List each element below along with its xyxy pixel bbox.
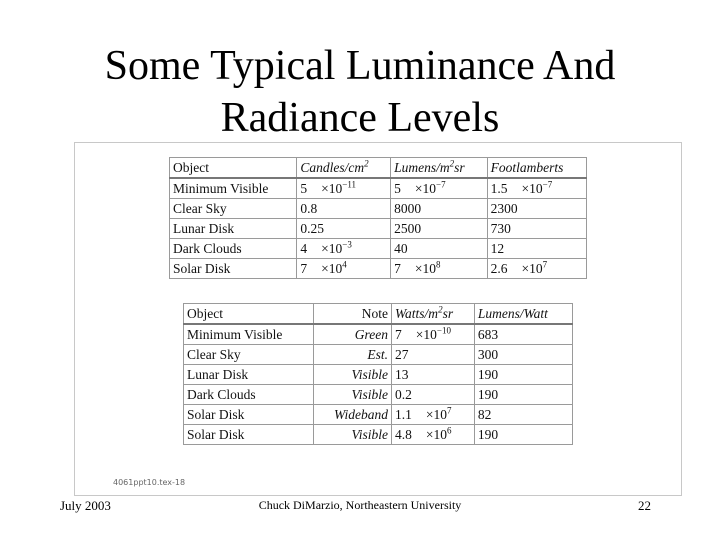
cell-object: Minimum Visible (184, 324, 314, 345)
cell-object: Solar Disk (170, 259, 297, 279)
cell-note: Wideband (314, 405, 392, 425)
value-exponent: −7 (542, 179, 553, 190)
header-candles-exp: 2 (364, 158, 369, 169)
footer-author: Chuck DiMarzio, Northeastern University (258, 498, 462, 512)
table-row (170, 219, 587, 239)
cell-lumens (391, 259, 488, 279)
cell-object: Lunar Disk (184, 365, 314, 385)
value-mantissa: 1.5 (490, 181, 508, 196)
cell-note: Visible (314, 385, 392, 405)
header-object: Object (170, 158, 297, 179)
value-multiplier: ×10 (321, 241, 343, 256)
cell-note: Visible (314, 425, 392, 445)
cell-lumens (391, 239, 488, 259)
header-lumens-per-watt: Lumens/Watt (474, 304, 572, 325)
cell-footlamberts (487, 199, 586, 219)
value-mantissa: 40 (394, 241, 408, 256)
header-lumens-exp: 2 (449, 158, 455, 169)
cell-note: Green (314, 324, 392, 345)
value-mantissa: 0.2 (395, 387, 412, 402)
footer-page-number: 22 (638, 498, 651, 513)
header-lumens (391, 158, 488, 179)
value-multiplier: ×10 (425, 427, 448, 442)
value-exponent: −11 (342, 179, 357, 190)
value-mantissa: 2.6 (490, 261, 508, 276)
table-row (184, 365, 573, 385)
cell-lumens (391, 178, 488, 199)
cell-watts (392, 345, 475, 365)
table-row (170, 178, 587, 199)
cell-lumens (391, 219, 488, 239)
footer-date: July 2003 (60, 498, 111, 513)
table-row (184, 385, 573, 405)
cell-candles (297, 178, 391, 199)
value-mantissa: 12 (490, 241, 505, 256)
luminance-table (169, 157, 587, 279)
value-multiplier: ×10 (521, 261, 543, 276)
header-lumens-sr: sr (454, 160, 465, 175)
table-row (184, 425, 573, 445)
radiance-table (183, 303, 573, 445)
cell-object: Clear Sky (170, 199, 297, 219)
value-multiplier: ×10 (321, 261, 343, 276)
value-mantissa: 1.1 (395, 407, 412, 422)
cell-object: Solar Disk (184, 405, 314, 425)
cell-object: Clear Sky (184, 345, 314, 365)
cell-footlamberts (487, 178, 586, 199)
value-mantissa: 7 (395, 327, 402, 342)
value-mantissa: 4 (300, 241, 308, 256)
cell-lumens (391, 199, 488, 219)
cell-lumens-per-watt: 683 (474, 324, 572, 345)
value-exponent: −10 (436, 325, 451, 336)
cell-lumens-per-watt: 82 (474, 405, 572, 425)
table-row (184, 405, 573, 425)
tables-figure (74, 142, 682, 496)
header-footlamberts: Footlamberts (487, 158, 586, 179)
cell-watts (392, 425, 475, 445)
value-mantissa: 13 (395, 367, 409, 382)
value-exponent: −3 (342, 239, 352, 250)
table-row (184, 345, 573, 365)
value-mantissa: 2500 (394, 221, 422, 236)
value-mantissa: 0.8 (300, 201, 318, 216)
table-row (170, 239, 587, 259)
cell-lumens-per-watt: 300 (474, 345, 572, 365)
value-mantissa: 730 (490, 221, 511, 236)
cell-object: Lunar Disk (170, 219, 297, 239)
cell-watts (392, 405, 475, 425)
cell-footlamberts (487, 239, 586, 259)
cell-candles (297, 219, 391, 239)
header-watts-exp: 2 (438, 304, 443, 315)
value-multiplier: ×10 (521, 181, 543, 196)
value-multiplier: ×10 (414, 181, 436, 196)
cell-note: Est. (314, 345, 392, 365)
value-multiplier: ×10 (425, 407, 448, 422)
header-lumens-unit: Lumens/m (394, 160, 450, 175)
value-exponent: −7 (436, 179, 446, 190)
cell-object: Dark Clouds (170, 239, 297, 259)
cell-candles (297, 199, 391, 219)
table-row (170, 259, 587, 279)
value-mantissa: 4.8 (395, 427, 412, 442)
value-mantissa: 27 (395, 347, 409, 362)
table-header-row (184, 304, 573, 325)
header-watts (392, 304, 475, 325)
cell-candles (297, 239, 391, 259)
value-exponent: 8 (436, 259, 441, 270)
cell-watts (392, 365, 475, 385)
slide-title: Some Typical Luminance And Radiance Levels (104, 43, 616, 141)
value-mantissa: 8000 (394, 201, 422, 216)
cell-note: Visible (314, 365, 392, 385)
cell-watts (392, 385, 475, 405)
table-row (170, 199, 587, 219)
header-candles (297, 158, 391, 179)
value-multiplier: ×10 (321, 181, 343, 196)
value-mantissa: 7 (300, 261, 308, 276)
value-exponent: 4 (342, 259, 347, 270)
figure-caption: 4061ppt10.tex-18 (113, 478, 186, 487)
cell-lumens-per-watt: 190 (474, 365, 572, 385)
value-multiplier: ×10 (415, 327, 437, 342)
cell-lumens-per-watt: 190 (474, 425, 572, 445)
cell-object: Solar Disk (184, 425, 314, 445)
header-watts-sr: sr (442, 306, 454, 321)
value-mantissa: 2300 (490, 201, 518, 216)
cell-object: Minimum Visible (170, 178, 297, 199)
value-mantissa: 5 (394, 181, 401, 196)
value-mantissa: 0.25 (300, 221, 325, 236)
cell-footlamberts (487, 219, 586, 239)
cell-watts (392, 324, 475, 345)
header-note: Note (314, 304, 392, 325)
table-row (184, 324, 573, 345)
cell-candles (297, 259, 391, 279)
value-mantissa: 7 (394, 261, 401, 276)
header-watts-unit: Watts/m (395, 306, 439, 321)
header-candles-unit: Candles/cm (300, 160, 365, 175)
value-exponent: 6 (447, 425, 452, 436)
table-header-row (170, 158, 587, 179)
cell-footlamberts (487, 259, 586, 279)
value-mantissa: 5 (300, 181, 308, 196)
cell-object: Dark Clouds (184, 385, 314, 405)
cell-lumens-per-watt: 190 (474, 385, 572, 405)
value-multiplier: ×10 (414, 261, 436, 276)
header-object: Object (184, 304, 314, 325)
value-exponent: 7 (447, 405, 452, 416)
value-exponent: 7 (542, 259, 548, 270)
